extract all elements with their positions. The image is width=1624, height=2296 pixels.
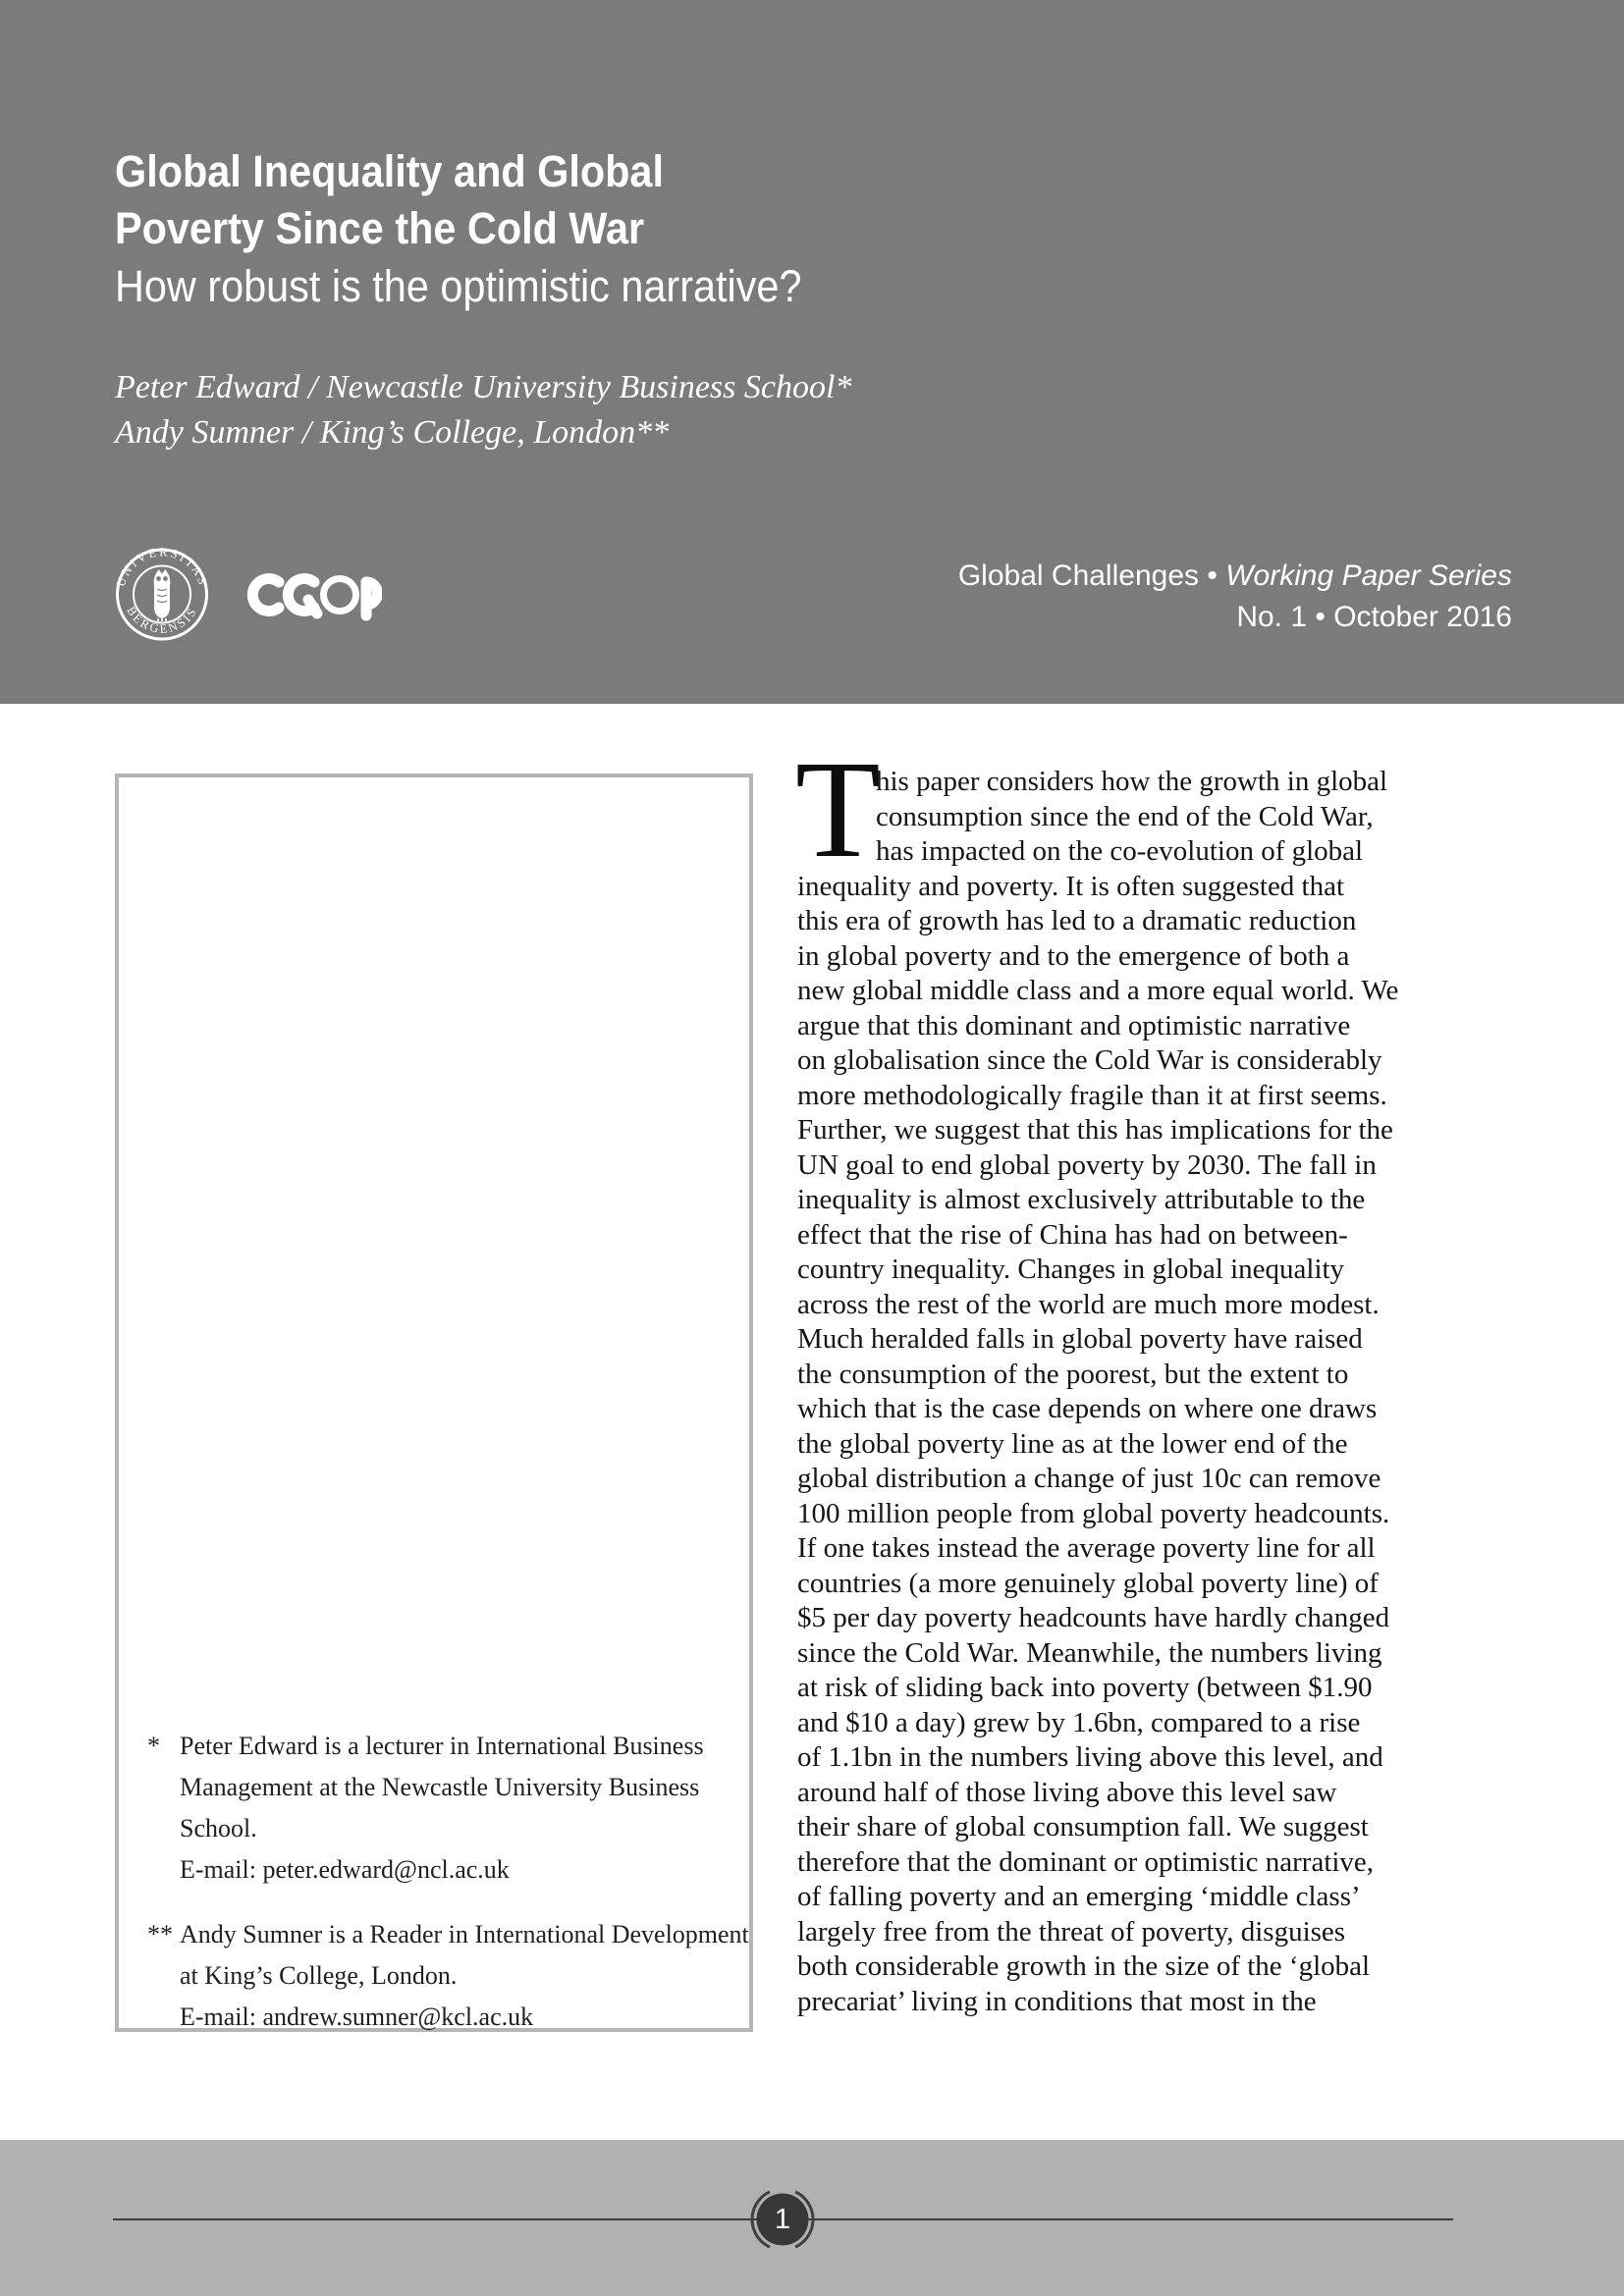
body-text-line: of falling poverty and an emerging ‘middle class’ [797, 1881, 1361, 1912]
body-text-line: across the rest of the world are much more modest. [797, 1288, 1380, 1320]
body-text-line: $5 per day poverty headcounts have hardly changed [797, 1602, 1390, 1633]
body-text-line: precariat’ living in conditions that most in the [797, 1985, 1317, 2017]
body-text-line: since the Cold War. Meanwhile, the numbers living [797, 1636, 1382, 1669]
footnote-item [119, 1914, 749, 2038]
body-text-line: the global poverty line as at the lower end of the [797, 1427, 1348, 1460]
body-text-line: consumption since the end of the Cold War, [876, 800, 1374, 832]
footnote-line: E-mail: peter.edward@ncl.ac.uk [180, 1855, 510, 1884]
body-text-line: countries (a more genuinely global poverty line) of [797, 1567, 1379, 1599]
page-number-badge [748, 2185, 817, 2254]
body-text-line: both considerable growth in the size of the ‘global [797, 1950, 1371, 1982]
body-text-line: which that is the case depends on where one draws [797, 1393, 1378, 1424]
body-text-line: of 1.1bn in the numbers living above this level, and [797, 1741, 1383, 1773]
author-line: Andy Sumner / King’s College, London** [115, 414, 670, 451]
header-band [0, 0, 1624, 704]
footnote-line: Andy Sumner is a Reader in International Development [180, 1920, 749, 1949]
body-text-line: in global poverty and to the emergence of both a [797, 939, 1350, 972]
body-text-line: his paper considers how the growth in global [876, 766, 1388, 797]
body-text-line: country inequality. Changes in global inequality [797, 1254, 1345, 1285]
uib-seal-top-text: UNIVERSITAS [115, 546, 209, 589]
page-subtitle: How robust is the optimistic narrative? [115, 261, 802, 311]
footnote-text [180, 1726, 704, 1891]
dropcap-letter: T [795, 731, 881, 886]
footnote-line: at King’s College, London. [180, 1961, 458, 1990]
footnote-line: Peter Edward is a lecturer in International Business [180, 1732, 704, 1760]
body-text-line: therefore that the dominant or optimistic narrative, [797, 1845, 1375, 1878]
body-text-line: on globalisation since the Cold War is considerably [797, 1044, 1382, 1076]
uib-seal-icon [115, 546, 209, 643]
series-issue: No. 1 • October 2016 [1236, 601, 1512, 633]
footnote-list [119, 1726, 749, 2061]
series-separator: • [1207, 560, 1218, 592]
title-block [115, 143, 861, 316]
body-text-line: at risk of sliding back into poverty (between $1.90 [797, 1672, 1373, 1703]
body-text-line: around half of those living above this level saw [797, 1776, 1337, 1808]
body-text-line: and $10 a day) grew by 1.6bn, compared to a rise [797, 1706, 1361, 1738]
body-text-line: new global middle class and a more equal world. We [797, 975, 1399, 1006]
series-name: Working Paper Series [1225, 560, 1512, 592]
crop-logo-icon [243, 567, 382, 622]
body-text-line: inequality and poverty. It is often suggested that [797, 870, 1345, 902]
body-text-line: argue that this dominant and optimistic narrative [797, 1009, 1351, 1041]
body-text-line: largely free from the threat of poverty, disguises [797, 1915, 1346, 1948]
owl-icon [154, 569, 171, 621]
footnote-text [180, 1914, 749, 2038]
body-text-line: more methodologically fragile than it at first seems. [797, 1079, 1387, 1111]
page-number: 1 [774, 2203, 791, 2235]
university-of-bergen-seal-logo [115, 546, 209, 648]
body-text-line: global distribution a change of just 10c can remove [797, 1463, 1381, 1494]
series-line [958, 556, 1512, 597]
body-text-line: If one takes instead the average poverty line for all [797, 1532, 1376, 1564]
body-text-line: UN goal to end global poverty by 2030. The fall in [797, 1148, 1377, 1181]
body-text-line: Further, we suggest that this has implications for the [797, 1114, 1393, 1146]
uib-seal-bottom-text: BERGENSIS [124, 604, 200, 636]
series-block [958, 556, 1512, 638]
body-text-line: 100 million people from global poverty headcounts. [797, 1497, 1390, 1529]
body-text-line: the consumption of the poorest, but the extent to [797, 1358, 1349, 1390]
body-text-line: their share of global consumption fall. We suggest [797, 1811, 1369, 1842]
footnote-line: School. [180, 1814, 257, 1842]
page-title-line-1: Global Inequality and Global [115, 146, 664, 196]
body-lines [797, 765, 1524, 2019]
footnote-line: Management at the Newcastle University Business [180, 1773, 700, 1801]
footnote-line: E-mail: andrew.sumner@kcl.ac.uk [180, 2002, 534, 2031]
page-title-line-2: Poverty Since the Cold War [115, 203, 645, 253]
footnote-marker: ** [147, 1920, 173, 1949]
footer-band [0, 2140, 1624, 2296]
body-text-line: has impacted on the co-evolution of global [876, 835, 1364, 867]
footnote-item [119, 1726, 741, 1891]
crop-logo [243, 567, 382, 627]
footnote-box [115, 774, 753, 2032]
body-text-line: inequality is almost exclusively attributable to the [797, 1184, 1366, 1215]
body-text-line: this era of growth has led to a dramatic reduction [797, 905, 1357, 936]
body-text-line: Much heralded falls in global poverty have raised [797, 1323, 1363, 1355]
body-text-line: effect that the rise of China has had on between- [797, 1218, 1348, 1251]
authors-block [115, 365, 851, 455]
series-label: Global Challenges [957, 560, 1199, 592]
footnote-marker: * [147, 1732, 160, 1760]
author-line: Peter Edward / Newcastle University Business School* [115, 369, 852, 405]
